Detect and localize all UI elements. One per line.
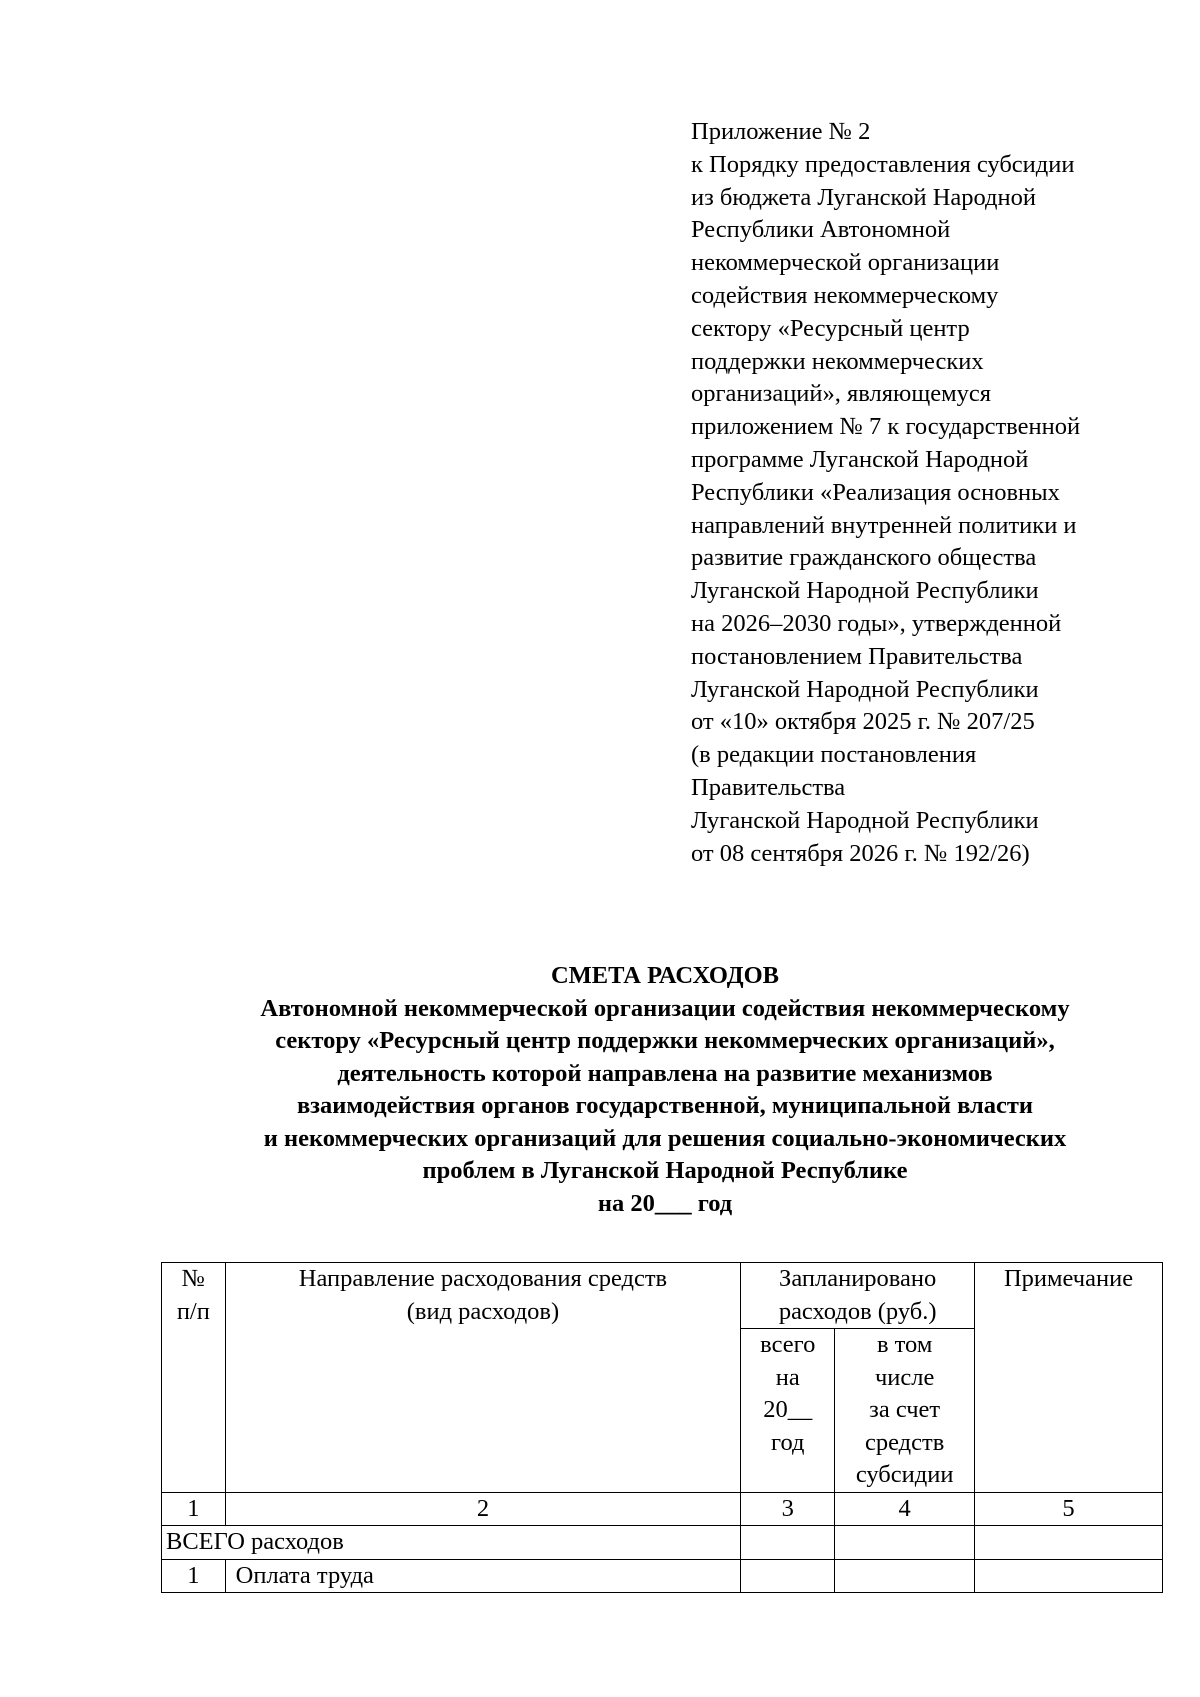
header-subsidy: в том числе за счет средств субсидии: [835, 1329, 975, 1493]
annex-line: организаций», являющемуся: [691, 380, 991, 408]
annex-line: развитие гражданского общества: [691, 544, 1037, 572]
row-direction: Оплата труда: [225, 1559, 741, 1593]
annex-line: Республики Автономной: [691, 216, 951, 244]
header-direction: Направление расходования средств (вид расходов): [225, 1263, 741, 1493]
annex-line: постановлением Правительства: [691, 642, 1023, 670]
annex-line: Приложение № 2: [691, 118, 871, 145]
title-line: взаимодействия органов государственной, муниципальной власти: [296, 1092, 1034, 1119]
column-numbers-row: [162, 1492, 1163, 1526]
title-line: и некоммерческих организаций для решения социально-экономических: [263, 1124, 1067, 1152]
total-sum-cell: [741, 1526, 835, 1560]
annex-line: содействия некоммерческому: [691, 281, 999, 309]
annex-line: Луганской Народной Республики: [691, 675, 1039, 703]
total-label: ВСЕГО расходов: [162, 1526, 741, 1560]
title-line: деятельность которой направлена на развитие механизмов: [337, 1059, 993, 1087]
annex-line: из бюджета Луганской Народной: [691, 183, 1036, 211]
row-total-cell: [741, 1559, 835, 1593]
title-line: на 20___ год: [597, 1189, 733, 1217]
table-row-total: [162, 1526, 1163, 1560]
annex-line: программе Луганской Народной: [691, 445, 1029, 473]
annex-block: [691, 116, 1191, 870]
annex-line: сектору «Ресурсный центр: [691, 314, 970, 342]
total-note-cell: [975, 1526, 1163, 1560]
table-row: [162, 1559, 1163, 1593]
total-subsidy-cell: [835, 1526, 975, 1560]
estimate-table: [161, 1262, 1163, 1593]
annex-line: Луганской Народной Республики: [691, 577, 1039, 605]
table-header-row: [162, 1263, 1163, 1329]
annex-line: поддержки некоммерческих: [691, 347, 984, 375]
row-num: 1: [162, 1559, 226, 1593]
annex-line: от «10» октября 2025 г. № 207/25: [691, 708, 1035, 736]
column-number: 3: [741, 1492, 835, 1526]
annex-line: Луганской Народной Республики: [691, 806, 1039, 834]
title-line: сектору «Ресурсный центр поддержки некоммерческих организаций»,: [275, 1027, 1055, 1054]
annex-line: от 08 сентября 2026 г. № 192/26): [691, 839, 1030, 867]
column-number: 1: [162, 1492, 226, 1526]
title-line: СМЕТА РАСХОДОВ: [550, 962, 779, 989]
annex-line: некоммерческой организации: [691, 249, 1000, 277]
annex-line: на 2026–2030 годы», утвержденной: [691, 609, 1062, 637]
annex-line: приложением № 7 к государственной: [691, 413, 1081, 441]
annex-line: Республики «Реализация основных: [691, 478, 1060, 506]
annex-line: направлений внутренней политики и: [691, 511, 1077, 539]
annex-line: (в редакции постановления: [691, 741, 977, 769]
row-note-cell: [975, 1559, 1163, 1593]
header-planned: Запланировано расходов (руб.): [741, 1263, 975, 1329]
title-line: проблем в Луганской Народной Республике: [422, 1157, 908, 1184]
column-number: 5: [975, 1492, 1163, 1526]
annex-line: Правительства: [691, 773, 846, 801]
header-num: № п/п: [162, 1263, 226, 1493]
header-total: всего на 20__ год: [741, 1329, 835, 1493]
annex-line: к Порядку предоставления субсидии: [691, 150, 1075, 178]
document-title: [100, 960, 1200, 1220]
row-subsidy-cell: [835, 1559, 975, 1593]
title-line: Автономной некоммерческой организации содействия некоммерческому: [260, 994, 1070, 1022]
column-number: 2: [225, 1492, 741, 1526]
header-note: Примечание: [975, 1263, 1163, 1493]
column-number: 4: [835, 1492, 975, 1526]
